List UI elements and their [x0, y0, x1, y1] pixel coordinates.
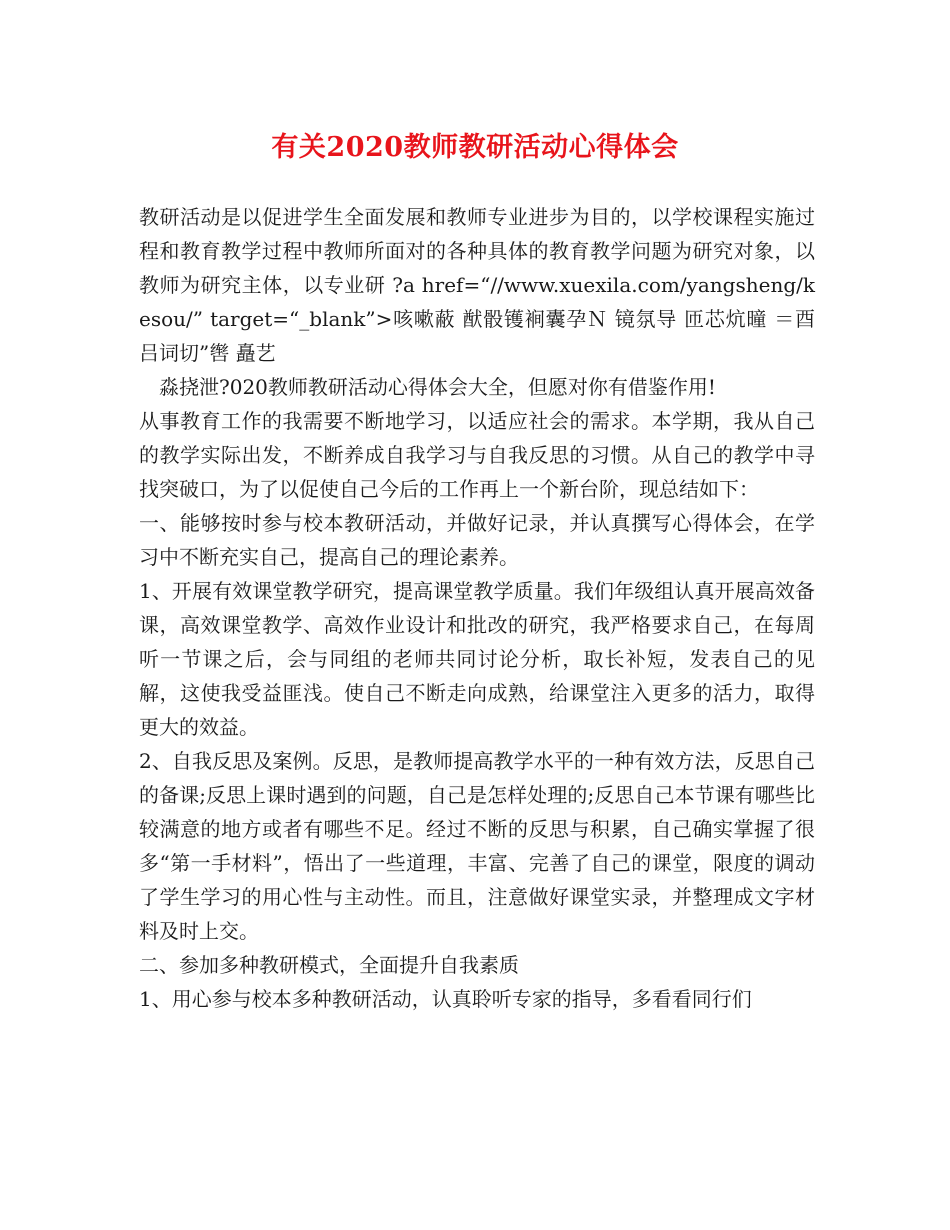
document-title: 有关2020教师教研活动心得体会: [271, 132, 679, 163]
section-heading-2: 二、参加多种教研模式，全面提升自我素质: [139, 953, 519, 977]
paragraph-item-1-1: 1、开展有效课堂教学研究，提高课堂教学质量。我们年级组认真开展高效备课，高效课堂教学、高效作业设计和批改的研究，我严格要求自己，在每周听一节课之后，会与同组的老师共同讨论分析，取长补短，发表自己的见解，这使我受益匪浅。使自己不断走向成熟，给课堂注入更多的活力，取得更大的效益。: [139, 579, 815, 739]
paragraph-intro: 教研活动是以促进学生全面发展和教师专业进步为目的，以学校课程实施过程和教育教学过程中教师所面对的各种具体的教育教学问题为研究对象，以教师为研究主体，以专业研 ?a href=“//www.xuexila.com/yangsheng/kesou/” target=“_blank”>咳嗽蔽 猷骰镬裥囊孕Ｎ 镜氛导 匝芯炕曈 ＝酉吕词切”辔 矗艺: [139, 205, 815, 365]
paragraph-intro-continued: 淼挠泄?020教师教研活动心得体会大全，但愿对你有借鉴作用!: [159, 375, 716, 399]
paragraph-item-2-1: 1、用心参与校本多种教研活动，认真聆听专家的指导，多看看同行们: [139, 987, 752, 1011]
document-body: [139, 200, 815, 1016]
section-heading-1: 一、能够按时参与校本教研活动，并做好记录，并认真撰写心得体会，在学习中不断充实自己，提高自己的理论素养。: [139, 511, 815, 569]
paragraph-summary: 从事教育工作的我需要不断地学习，以适应社会的需求。本学期，我从自己的教学实际出发，不断养成自我学习与自我反思的习惯。从自己的教学中寻找突破口，为了以促使自己今后的工作再上一个新台阶，现总结如下：: [139, 409, 815, 501]
paragraph-item-1-2: 2、自我反思及案例。反思，是教师提高教学水平的一种有效方法，反思自己的备课;反思上课时遇到的问题，自己是怎样处理的;反思自己本节课有哪些比较满意的地方或者有哪些不足。经过不断的反思与积累，自己确实掌握了很多“第一手材料”，悟出了一些道理，丰富、完善了自己的课堂，限度的调动了学生学习的用心性与主动性。而且，注意做好课堂实录，并整理成文字材料及时上交。: [139, 749, 815, 943]
